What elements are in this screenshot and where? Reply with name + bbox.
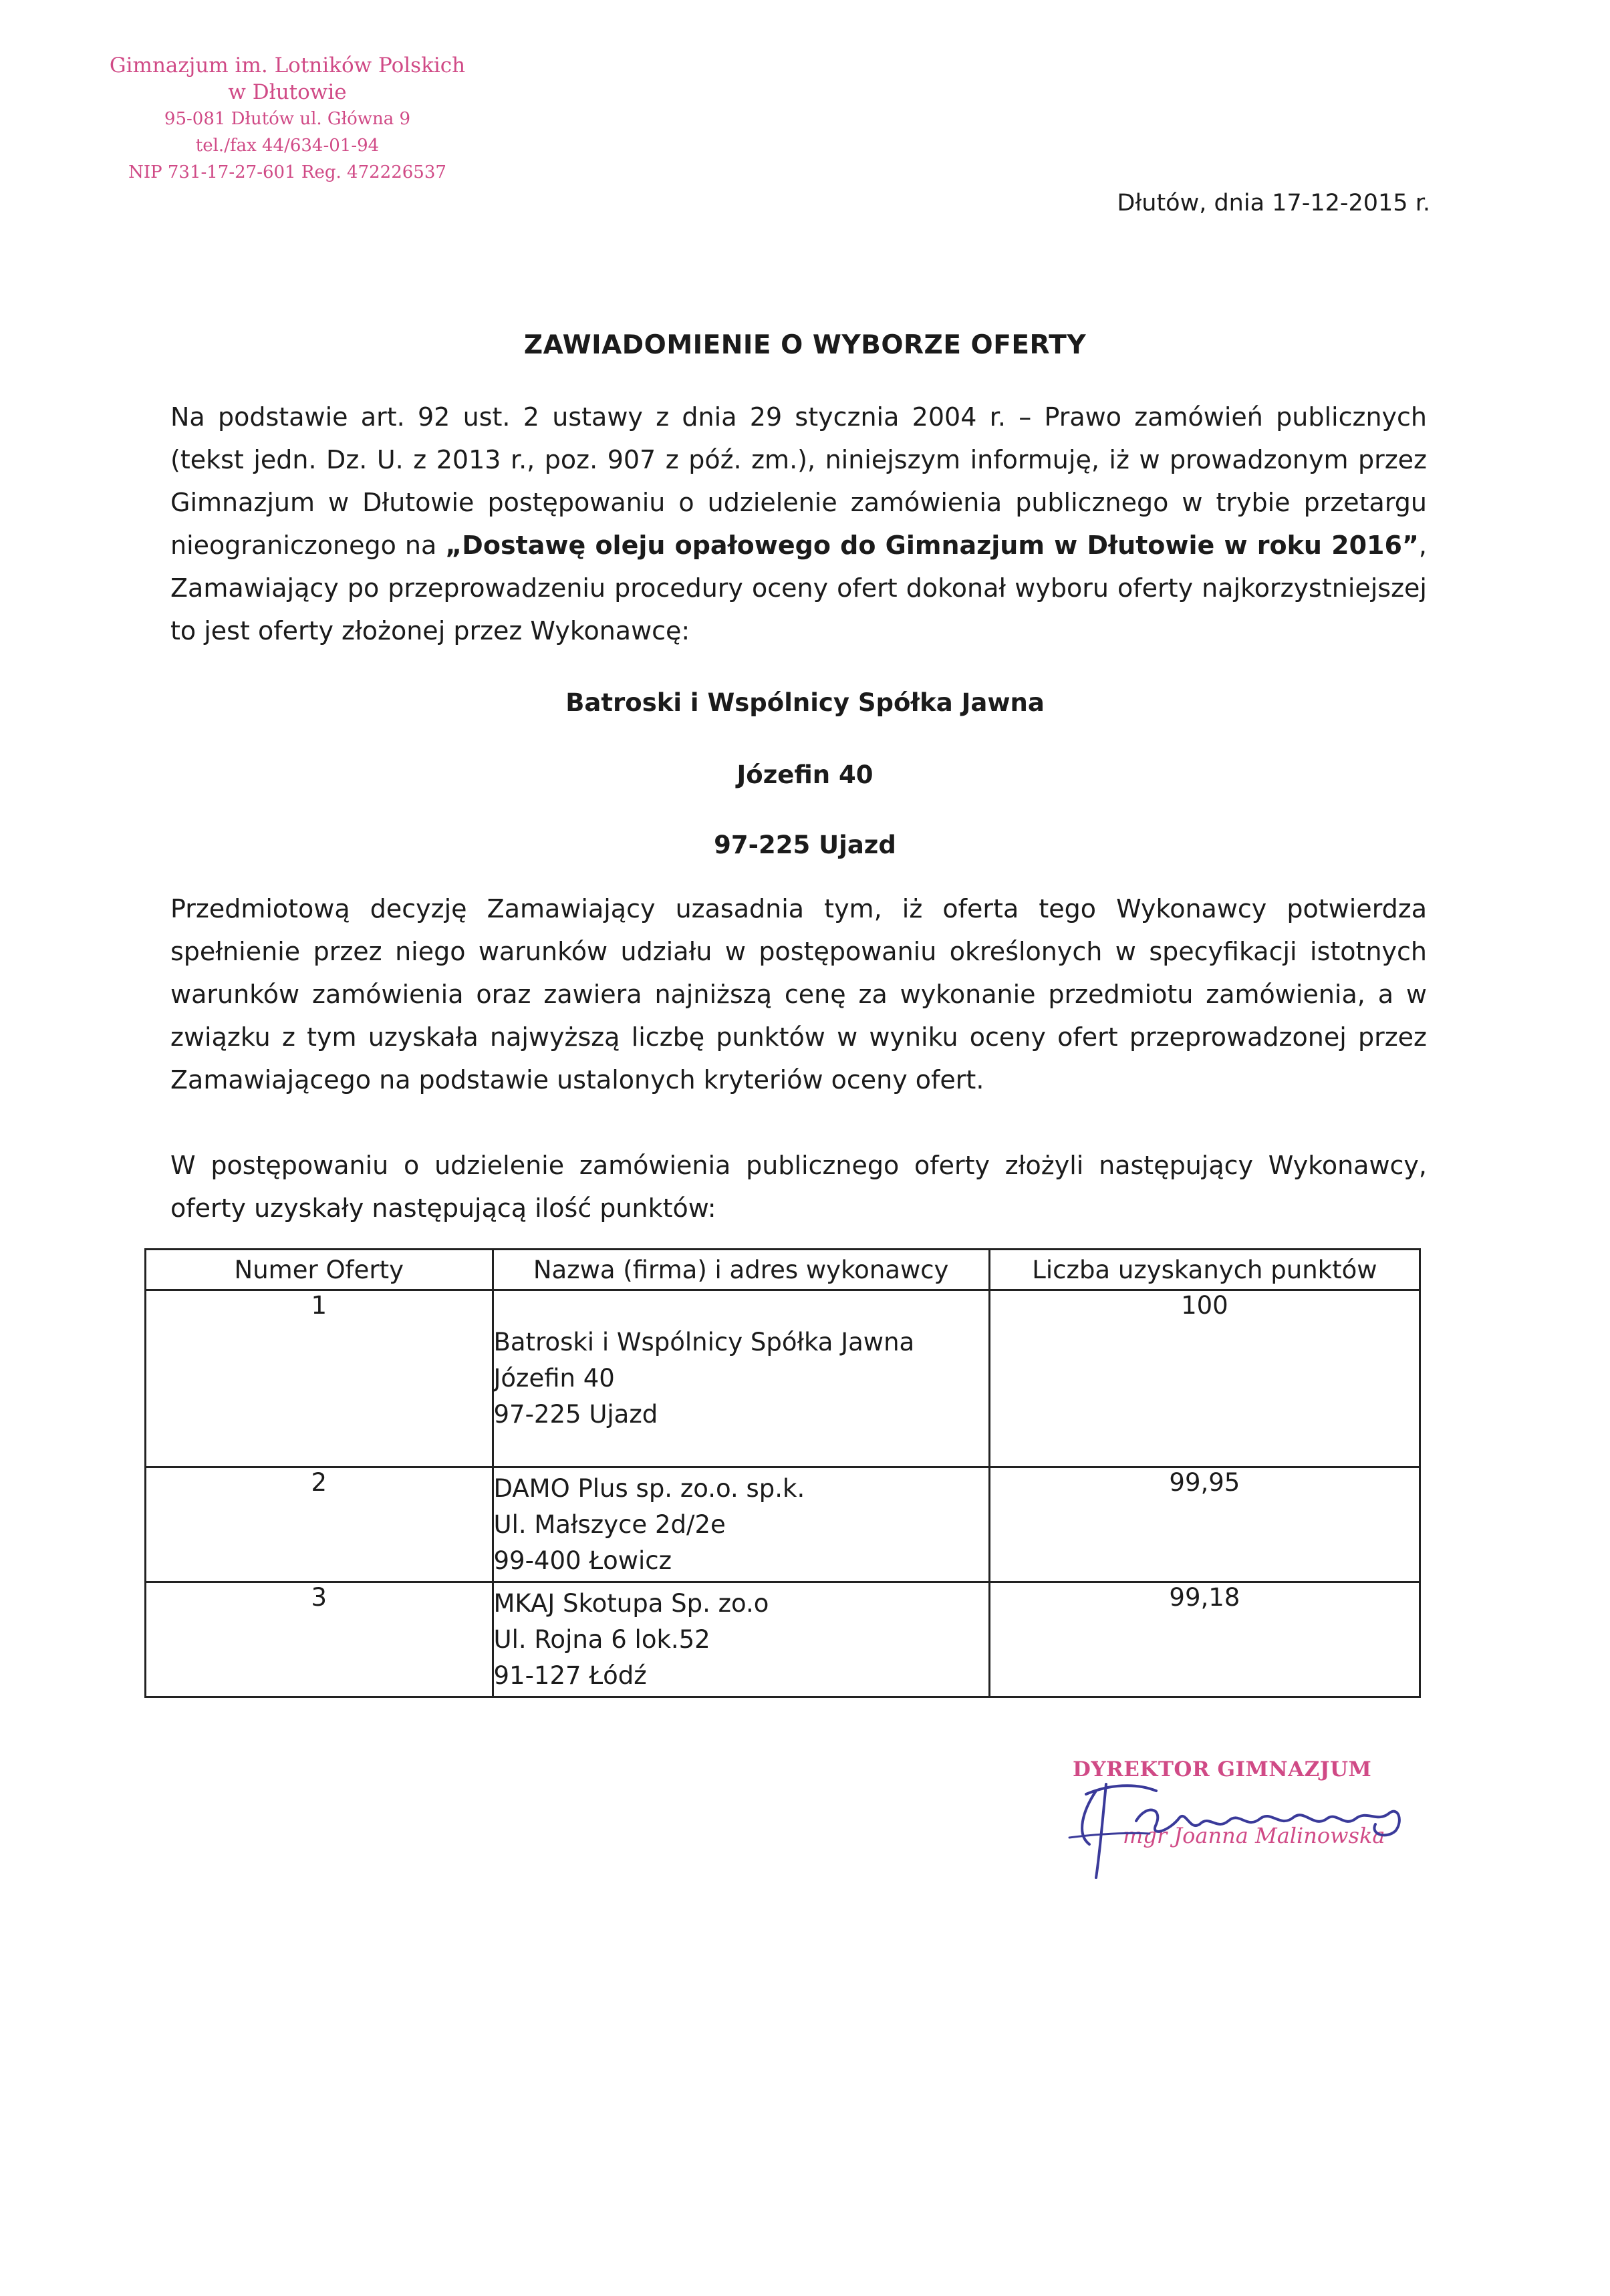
offer-points: 100 (989, 1290, 1420, 1467)
stamp-school-town: w Dłutowie (228, 80, 347, 104)
contractor-cell (493, 1290, 989, 1467)
table-row (146, 1290, 1420, 1467)
offers-table (144, 1248, 1421, 1698)
school-header-stamp (100, 52, 475, 186)
header-offer-number: Numer Oferty (146, 1250, 493, 1290)
table-header-row (146, 1250, 1420, 1290)
contractor-name: DAMO Plus sp. zo.o. sp.k. (493, 1474, 805, 1503)
winner-name: Batroski i Wspólnicy Spółka Jawna (565, 688, 1045, 717)
place-and-date: Dłutów, dnia 17-12-2015 r. (1117, 190, 1430, 217)
intro-text-end: , Zamawiający po przeprowadzeniu procedury oceny ofert dokonał wyboru oferty najkorzystniejszej to jest oferty złożonej przez Wykonawcę: (170, 531, 1428, 645)
offer-number: 1 (146, 1290, 493, 1467)
intro-text-start: Na podstawie art. 92 ust. 2 ustawy z dnia 29 stycznia 2004 r. – Prawo zamówień publicznych (tekst jedn. Dz. U. z 2013 r., poz. 907 z póź. zm.), niniejszym informuję, iż w prowadzonym przez Gimnazjum w Dłutowie postępowaniu o udzielenie zamówienia publicznego w trybie przetargu nieograniczonego na (170, 402, 1427, 560)
stamp-address: 95-081 Dłutów ul. Główna 9 (164, 109, 411, 129)
contractor-postal: 99-400 Łowicz (493, 1546, 672, 1575)
winner-address: Józefin 40 (736, 760, 874, 789)
header-points: Liczba uzyskanych punktów (989, 1250, 1420, 1290)
contractor-name: MKAJ Skotupa Sp. zo.o (493, 1589, 769, 1618)
contractor-street: Ul. Małszyce 2d/2e (493, 1510, 726, 1539)
justification-paragraph: Przedmiotową decyzję Zamawiający uzasadnia tym, iż oferta tego Wykonawcy potwierdza spełnienie przez niego warunków udziału w postępowaniu określonych w specyfikacji istotnych warunków zamówienia oraz zawiera najniższą cenę za wykonanie przedmiotu zamówienia, a w związku z tym uzyskała najwyższą liczbę punktów w wyniku oceny ofert przeprowadzonej przez Zamawiającego na podstawie ustalonych kryteriów oceny ofert. (170, 894, 1427, 1095)
contractor-postal: 91-127 Łódź (493, 1661, 647, 1690)
document-title: ZAWIADOMIENIE O WYBORZE OFERTY (523, 330, 1087, 360)
intro-paragraph (170, 396, 1427, 652)
contractor-cell (493, 1467, 989, 1582)
contractor-cell (493, 1582, 989, 1697)
contractor-street: Ul. Rojna 6 lok.52 (493, 1625, 710, 1654)
offer-number: 2 (146, 1467, 493, 1582)
offer-points: 99,95 (989, 1467, 1420, 1582)
offers-intro-paragraph: W postępowaniu o udzielenie zamówienia publicznego oferty złożyli następujący Wykonawcy, oferty uzyskały następującą ilość punktów: (170, 1151, 1427, 1223)
contractor-street: Józefin 40 (493, 1364, 615, 1393)
contractor-postal: 97-225 Ujazd (493, 1400, 658, 1429)
stamp-phone: tel./fax 44/634-01-94 (195, 136, 380, 156)
signature-name: mgr Joanna Malinowska (1123, 1823, 1385, 1848)
offer-number: 3 (146, 1582, 493, 1697)
contractor-name: Batroski i Wspólnicy Spółka Jawna (493, 1328, 915, 1356)
handwritten-signature (1056, 1771, 1430, 1884)
winner-postal: 97-225 Ujazd (714, 831, 896, 859)
procurement-subject: „Dostawę oleju opałowego do Gimnazjum w Dłutowie w roku 2016” (445, 531, 1419, 560)
table-row (146, 1582, 1420, 1697)
table-row (146, 1467, 1420, 1582)
stamp-school-name: Gimnazjum im. Lotników Polskich (109, 53, 466, 78)
stamp-tax-id: NIP 731-17-27-601 Reg. 472226537 (128, 162, 446, 182)
offer-points: 99,18 (989, 1582, 1420, 1697)
signature-role: DYREKTOR GIMNAZJUM (1073, 1757, 1372, 1781)
signature-stamp (1056, 1757, 1430, 1848)
header-contractor: Nazwa (firma) i adres wykonawcy (493, 1250, 989, 1290)
